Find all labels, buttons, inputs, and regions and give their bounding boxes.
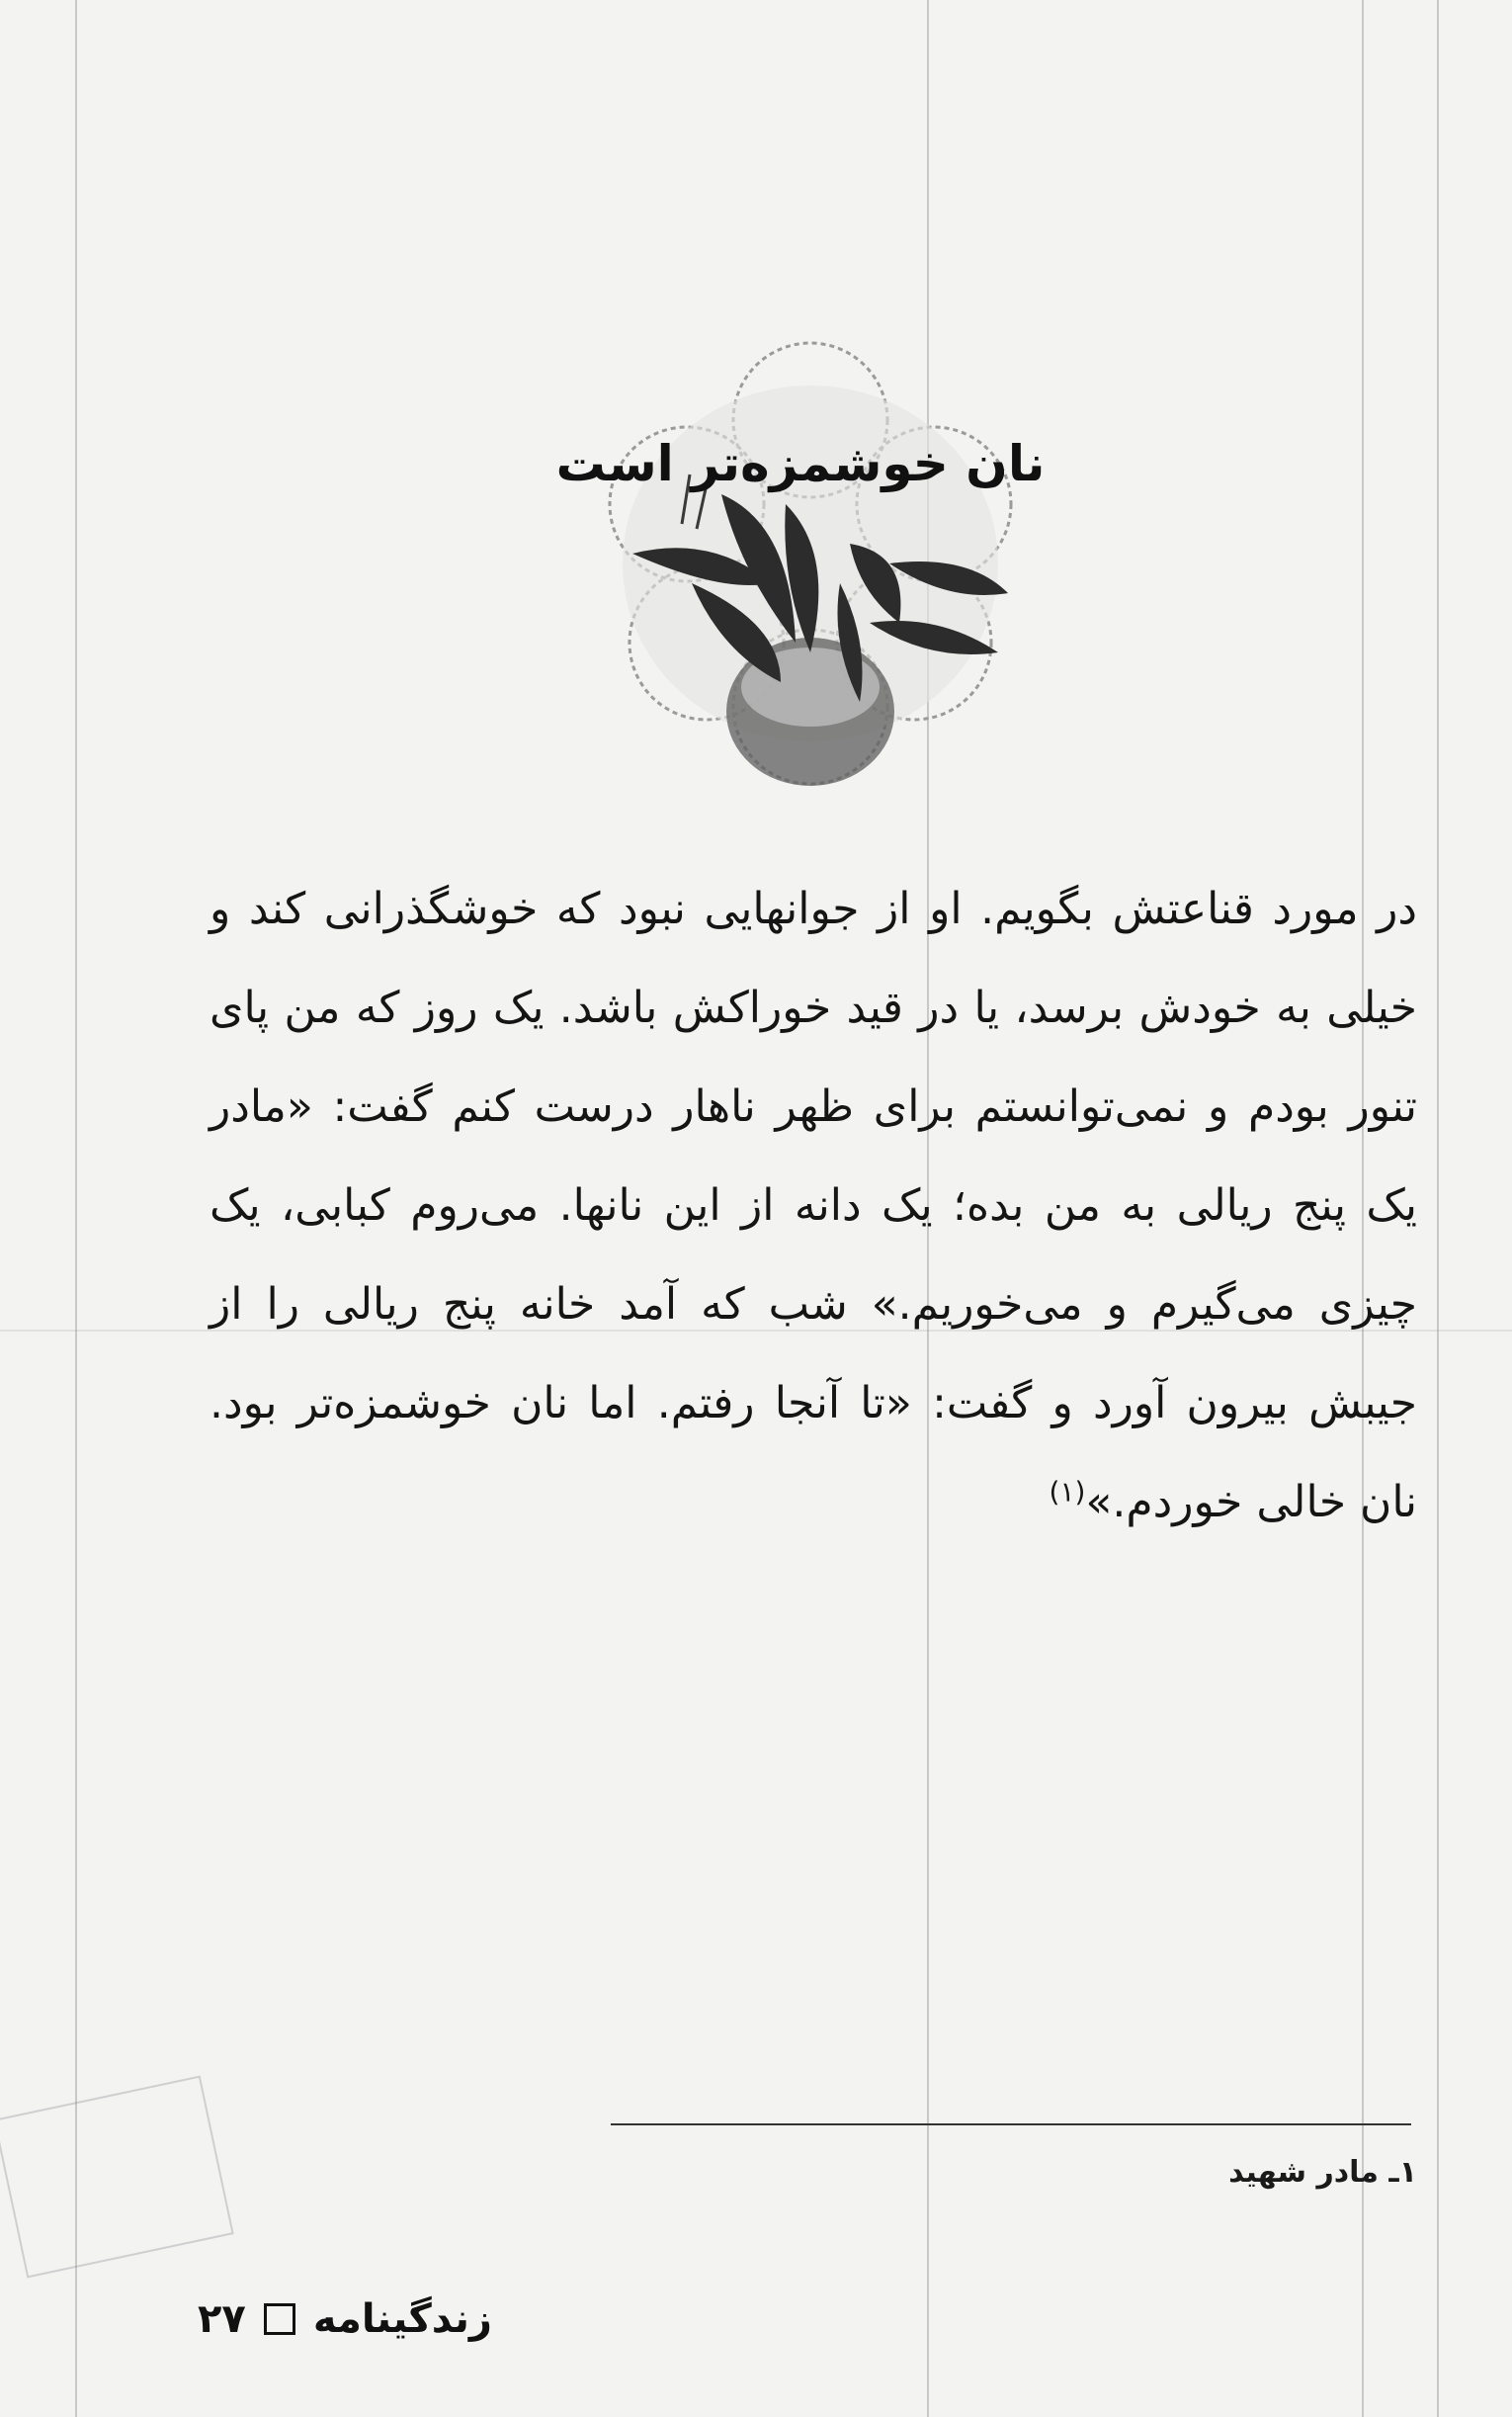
page-title: نان خوشمزه‌تر است <box>555 435 1046 492</box>
body-text: در مورد قناعتش بگویم. او از جوانهایی نبود که خوشگذرانی کند و خیلی به خودش برسد، یا در قید خوراکش باشد. یک روز که من پای تنور بودم و نمی‌توانستم برای ظهر ناهار درست کنم گفت: «مادر یک پنج ریالی به من بده؛ یک دانه از این نانها. می‌روم کبابی، یک چیزی می‌گیرم و می‌خوریم.» شب که آمد خانه پنج ریالی را از جیبش بیرون آورد و گفت: «تا آنجا رفتم. اما نان خوشمزه‌تر بود. نان خالی خوردم.» <box>210 884 1417 1527</box>
square-icon <box>264 2303 295 2335</box>
scan-line <box>75 0 77 2417</box>
flower-bouquet-icon <box>573 326 1048 811</box>
page-footer <box>198 2291 492 2347</box>
body-paragraph <box>210 860 1417 1552</box>
scan-line <box>1437 0 1439 2417</box>
footnote-reference: (۱) <box>1049 1475 1086 1509</box>
footnote: ۱ـ مادر شهید <box>1228 2155 1417 2190</box>
page-number: ۲۷ <box>198 2296 246 2342</box>
footnote-divider <box>611 2123 1411 2125</box>
faded-stamp <box>0 2076 234 2279</box>
footer-book-name: زندگینامه <box>312 2296 492 2342</box>
